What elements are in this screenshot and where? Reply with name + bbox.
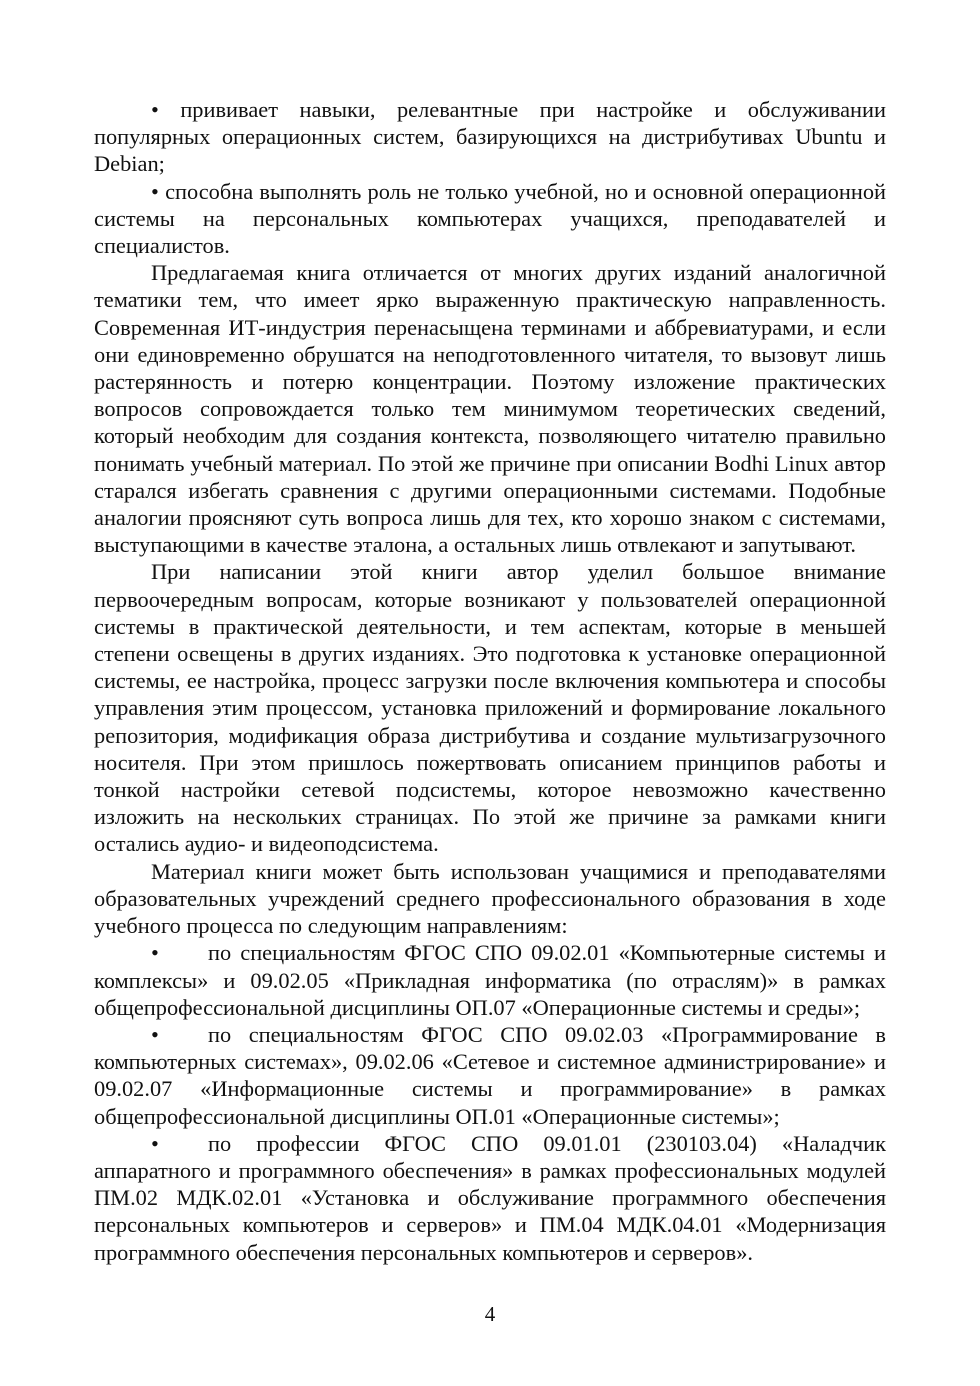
bullet-item <box>94 96 886 178</box>
paragraph: При написании этой книги автор уделил большое внимание первоочередным вопросам, которые возникают у пользователей операционной системы в практической деятельности, и тем аспектам, которые в меньшей степени освещены в других изданиях. Это подготовка к установке операционной системы, ее настройка, процесс загрузки после включения компьютера и способы управления этим процессом, установка приложений и формирование локального репозитория, модификация образа дистрибутива и создание мультизагрузочного носителя. При этом пришлось пожертвовать описанием принципов работы и тонкой настройки сетевой подсистемы, которое невозможно качественно изложить на нескольких страницах. По этой же причине за рамками книги остались аудио- и видеоподсистема. <box>94 559 886 857</box>
bullet-icon: • <box>151 940 159 966</box>
bullet-text: прививает навыки, релевантные при настройке и обслуживании популярных операционных систем, базирующихся на дистрибутивах Ubuntu и Debian; <box>94 97 886 177</box>
page-number: 4 <box>484 1302 496 1326</box>
bullet-icon: • <box>151 178 159 204</box>
bullet-text: по специальностям ФГОС СПО 09.02.01 «Компьютерные системы и комплексы» и 09.02.05 «Прикладная информатика (по отраслям)» в рамках общепрофессиональной дисциплины ОП.07 «Операционные системы и среды»; <box>94 940 886 1020</box>
bullet-text: по специальностям ФГОС СПО 09.02.03 «Программирование в компьютерных системах», 09.02.06 «Сетевое и системное администрирование» и 09.02.07 «Информационные системы и программирование» в рамках общепрофессиональной дисциплины ОП.01 «Операционные системы»; <box>94 1021 886 1129</box>
paragraph: Предлагаемая книга отличается от многих других изданий аналогичной тематики тем, что имеет ярко выраженную практическую направленность. Современная ИТ-индустрия перенасыщена терминами и аббревиатурами, и если они единовременно обрушатся на неподготовленного читателя, то вызовут лишь растерянность и потерю концентрации. Поэтому изложение практических вопросов сопровождается только тем минимумом теоретических сведений, который необходим для создания контекста, позволяющего читателю правильно понимать учебный материал. По этой же причине при описании Bodhi Linux автор старался избегать сравнения с другими операционными системами. Подобные аналогии проясняют суть вопроса лишь для тех, кто хорошо знаком с системами, выступающими в качестве эталона, а остальных лишь отвлекают и запутывают. <box>94 260 886 558</box>
bullet-item <box>94 1021 886 1130</box>
bullet-icon: • <box>151 1021 159 1047</box>
bullet-item <box>94 178 886 260</box>
body-text <box>94 96 886 1266</box>
paragraph: Материал книги может быть использован учащимися и преподавателями образовательных учреждений среднего профессионального образования в ходе учебного процесса по следующим направлениям: <box>94 858 886 939</box>
bullet-text: по профессии ФГОС СПО 09.01.01 (230103.04) «Наладчик аппаратного и программного обеспечения» в рамках профессиональных модулей ПМ.02 МДК.02.01 «Установка и обслуживание программного обеспечения персональных компьютеров и серверов» и ПМ.04 МДК.04.01 «Модернизация программного обеспечения персональных компьютеров и серверов». <box>94 1130 886 1265</box>
bullet-item <box>94 1130 886 1266</box>
bullet-icon: • <box>151 97 159 122</box>
bullet-text: способна выполнять роль не только учебной, но и основной операционной системы на персональных компьютерах учащихся, преподавателей и специалистов. <box>94 178 886 259</box>
bullet-item <box>94 939 886 1021</box>
bullet-icon: • <box>151 1130 159 1156</box>
